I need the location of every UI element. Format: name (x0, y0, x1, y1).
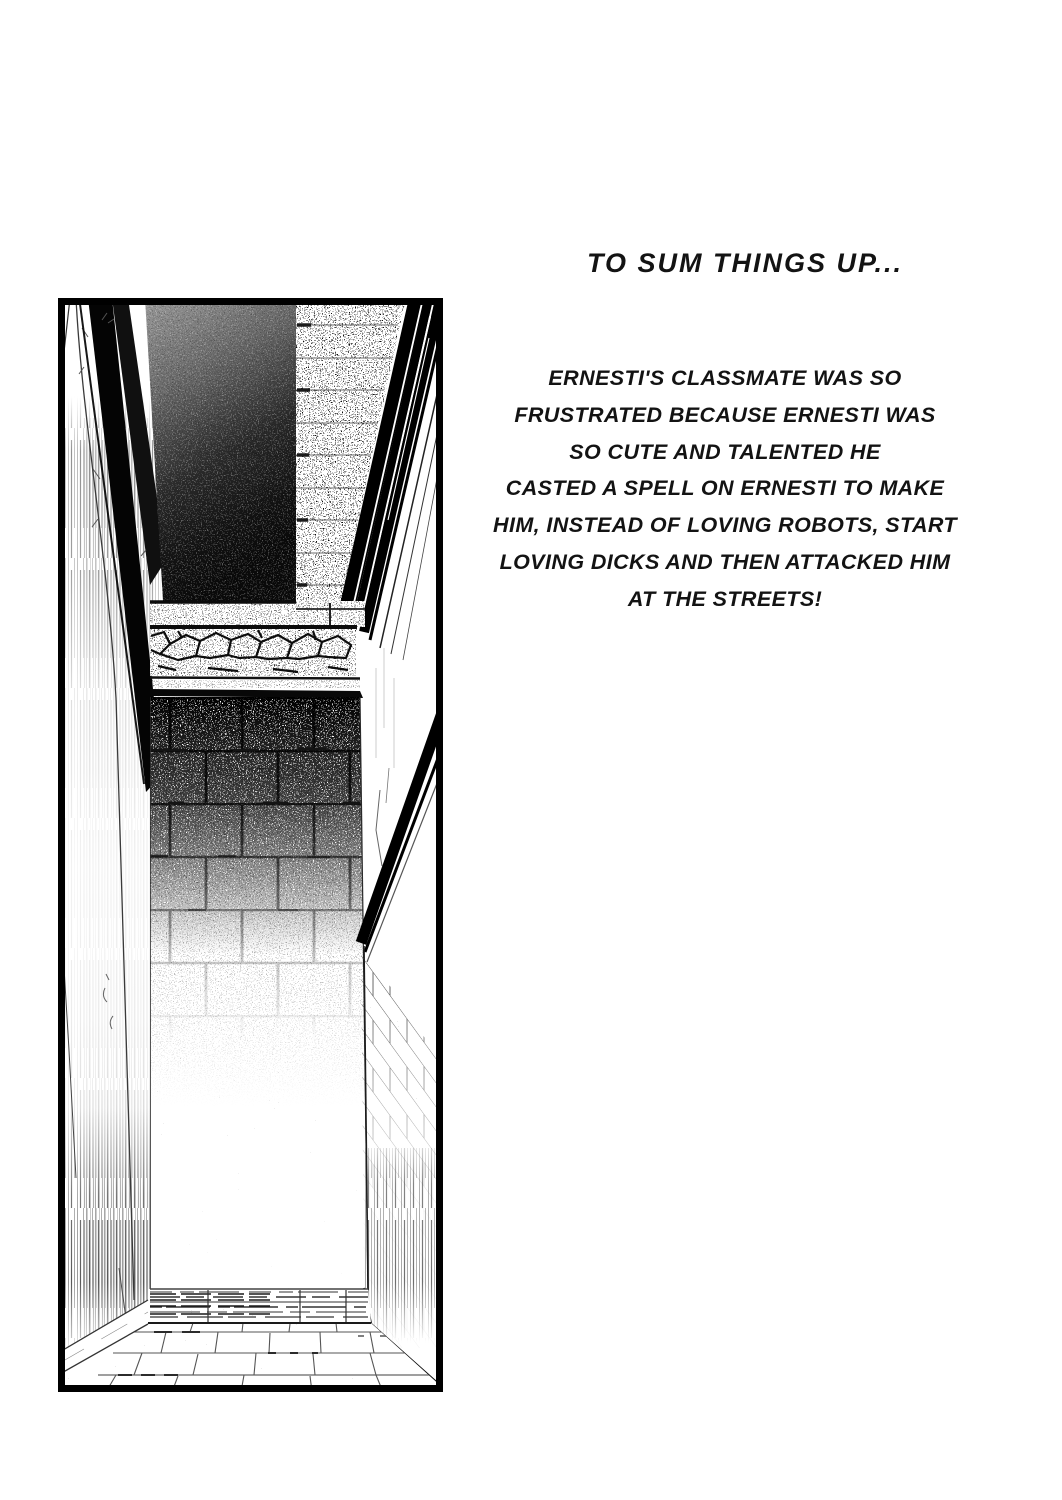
narration-heading: TO SUM THINGS UP... (586, 248, 904, 278)
narration-line: HIM, INSTEAD OF LOVING ROBOTS, START (493, 513, 957, 538)
narration-line: AT THE STREETS! (627, 586, 823, 611)
narration-line: SO CUTE AND TALENTED HE (569, 439, 881, 464)
narration-text (445, 360, 1005, 618)
narration-line: LOVING DICKS AND THEN ATTACKED HIM (499, 549, 951, 574)
narration-line: FRUSTRATED BECAUSE ERNESTI WAS (514, 402, 936, 427)
manga-panel-alley-art (58, 298, 443, 1392)
end-wall-coping-bands (150, 601, 365, 698)
alley-end-wall (134, 697, 368, 1293)
narration-line: ERNESTI'S CLASSMATE WAS SO (548, 366, 902, 390)
alley-dark-opening (145, 298, 296, 601)
narration-line: CASTED A SPELL ON ERNESTI TO MAKE (505, 476, 945, 501)
